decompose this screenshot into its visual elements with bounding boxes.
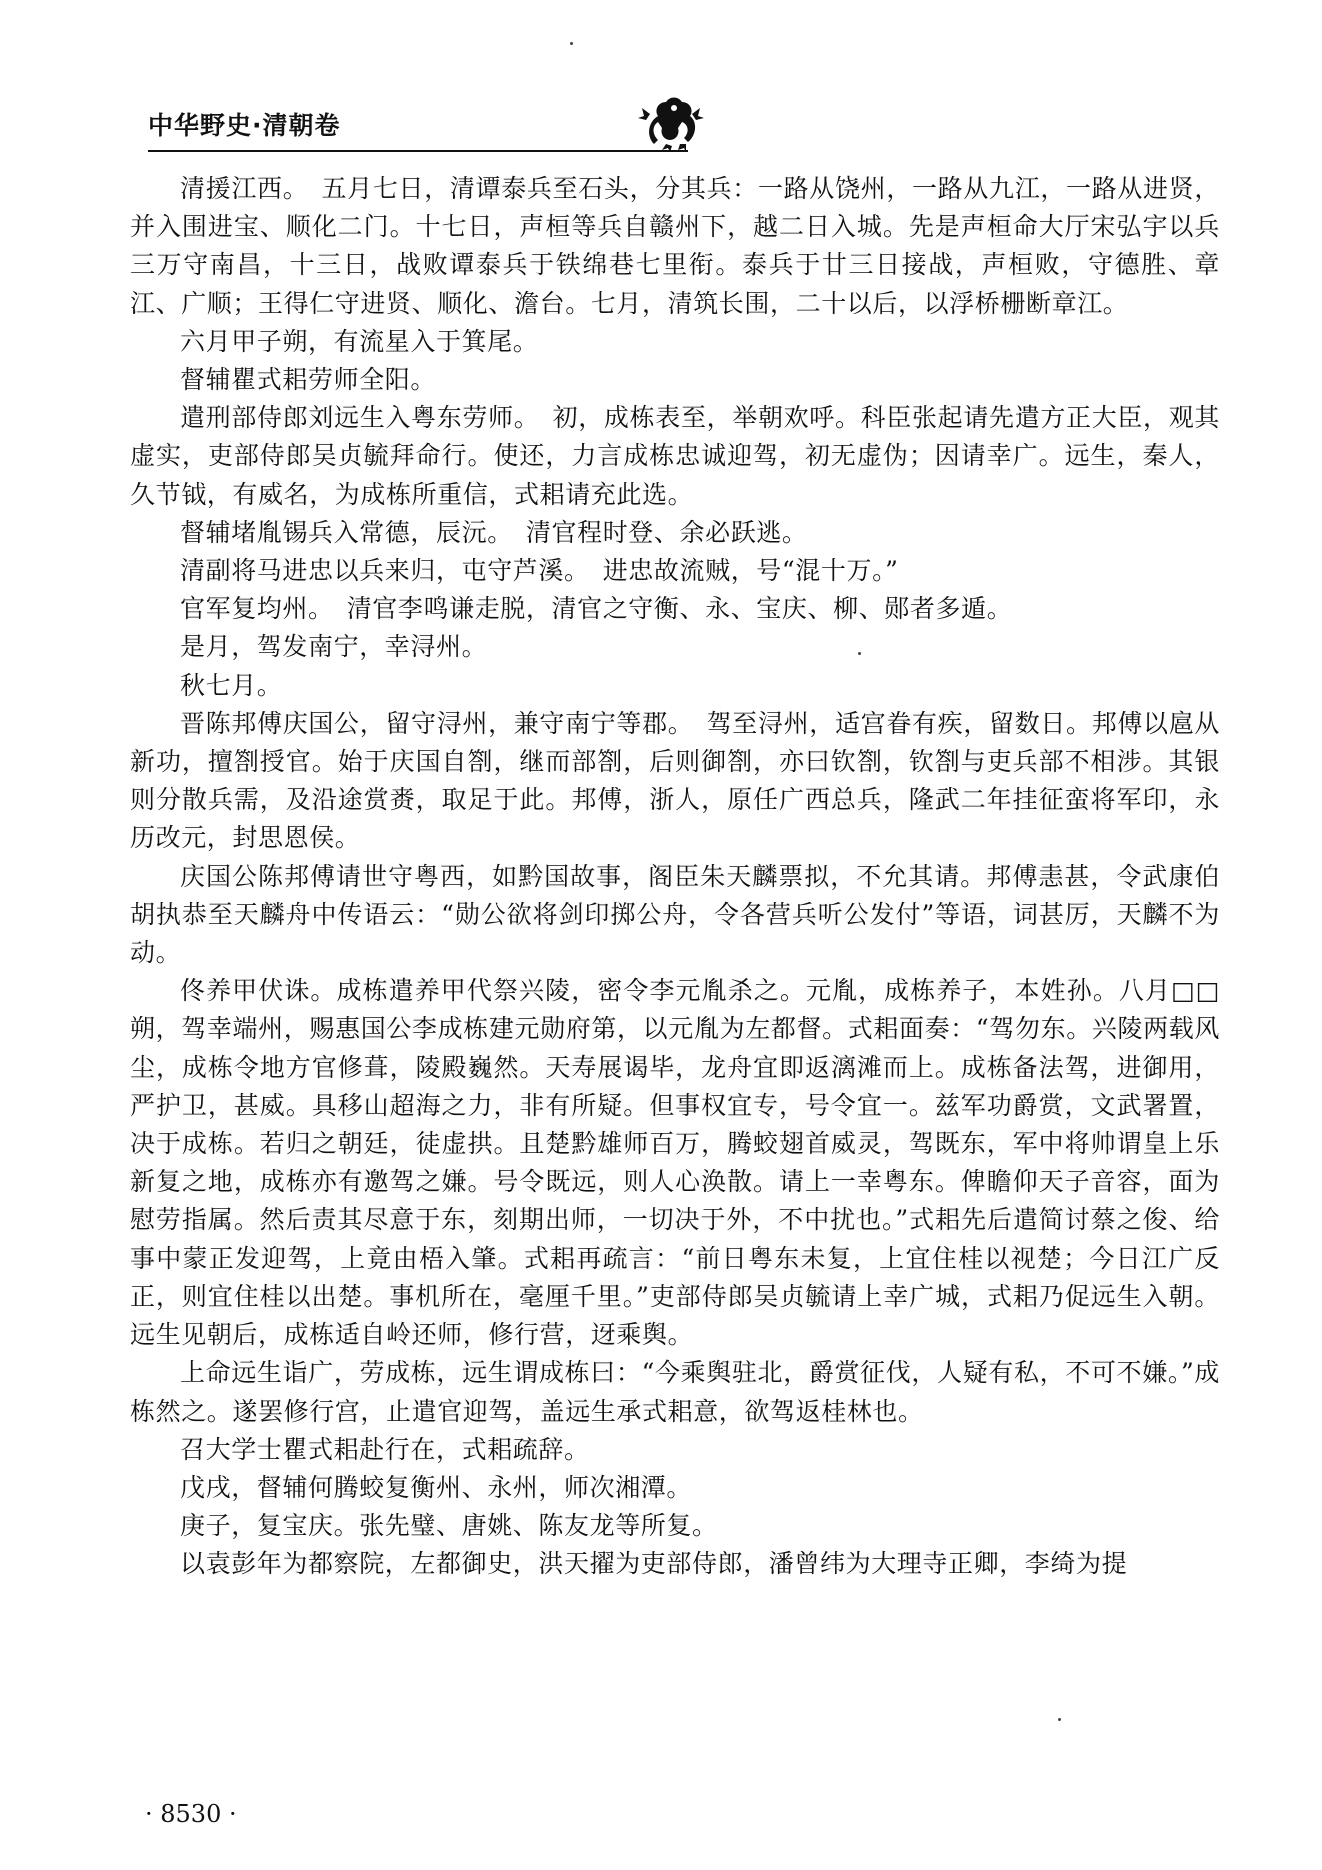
scan-speck	[1058, 1718, 1061, 1721]
paragraph: 戊戌，督辅何腾蛟复衡州、永州，师次湘潭。	[180, 1472, 693, 1502]
paragraph: 庚子，复宝庆。张先璧、唐姚、陈友龙等所复。	[180, 1511, 718, 1541]
paragraph: 遣刑部侍郎刘远生入粤东劳师。 初，成栋表至，举朝欢呼。科臣张起请先遣方正大臣，观其虚实，吏部侍郎吴贞毓拜命行。使还，力言成栋忠诚迎驾，初无虚伪；因请幸广。远生，秦人，久节钺，有威名，为成栋所重信，式耜请充此选。	[130, 403, 1220, 509]
paragraph: 庆国公陈邦傅请世守粤西，如黔国故事，阁臣朱天麟票拟，不允其请。邦傅恚甚，令武康伯胡执恭至天麟舟中传语云：“勋公欲将剑印掷公舟，令各营兵听公发付”等语，词甚厉，天麟不为动。	[130, 861, 1220, 968]
paragraph: 佟养甲伏诛。成栋遣养甲代祭兴陵，密令李元胤杀之。元胤，成栋养子，本姓孙。八月□□朔，驾幸端州，赐惠国公李成栋建元勋府第，以元胤为左都督。式耜面奏：“驾勿东。兴陵两载风尘，成栋令地方官修葺，陵殿巍然。天寿展谒毕，龙舟宜即返漓滩而上。成栋备法驾，进御用，严护卫，甚威。具移山超海之力，非有所疑。但事权宜专，号令宜一。兹军功爵赏，文武署置，决于成栋。若归之朝廷，徒虚拱。且楚黔雄师百万，腾蛟翅首威灵，驾既东，军中将帅谓皇上乐新复之地，成栋亦有邀驾之嫌。号令既远，则人心涣散。请上一幸粤东。俾瞻仰天子音容，面为慰劳指属。然后责其尽意于东，刻期出师，一切决于外，不中扰也。”式耜先后遣简讨蔡之俊、给事中蒙正发迎驾，上竟由梧入肇。式耜再疏言：“前日粤东未复，上宜住桂以视楚；今日江广反正，则宜住桂以出楚。事机所在，毫厘千里。”吏部侍郎吴贞毓请上幸广城，式耜乃促远生入朝。远生见朝后，成栋适自岭还师，修行营，迓乘舆。	[130, 976, 1220, 1350]
paragraph: 秋七月。	[180, 670, 283, 700]
scan-speck	[570, 42, 573, 45]
paragraph: 六月甲子朔，有流星入于箕尾。	[180, 326, 539, 356]
page-number: · 8530 ·	[145, 1800, 237, 1828]
paragraph: 召大学士瞿式耜赴行在，式耜疏辞。	[180, 1434, 590, 1464]
paragraph: 清副将马进忠以兵来归，屯守芦溪。 进忠故流贼，号“混十万。”	[180, 556, 899, 586]
paragraph: 晋陈邦傅庆国公，留守浔州，兼守南宁等郡。 驾至浔州，适宫眷有疾，留数日。邦傅以扈从新功，擅劄授官。始于庆国自劄，继而部劄，后则御劄，亦曰钦劄，钦劄与吏兵部不相涉。其银则分散兵需，及沿途赏赉，取足于此。邦傅，浙人，原任广西总兵，隆武二年挂征蛮将军印，永历改元，封思恩侯。	[130, 708, 1220, 853]
header-rule	[148, 150, 688, 152]
paragraph: 上命远生诣广，劳成栋，远生谓成栋曰：“今乘舆驻北，爵赏征伐，人疑有私，不可不嫌。”成栋然之。遂罢修行宫，止遣官迎驾，盖远生承式耜意，欲驾返桂林也。	[130, 1358, 1220, 1426]
dragon-emblem-icon	[636, 92, 706, 152]
paragraph: 官军复均州。 清官李鸣谦走脱，清官之守衡、永、宝庆、柳、郧者多遁。	[180, 594, 1013, 624]
running-header	[148, 96, 998, 152]
scan-speck	[858, 652, 861, 655]
book-title: 中华野史·清朝卷	[148, 111, 341, 140]
paragraph: 督辅堵胤锡兵入常德，辰沅。 清官程时登、余必跃逃。	[180, 517, 808, 547]
body-text	[130, 170, 1220, 1584]
paragraph: 是月，驾发南宁，幸浔州。	[180, 632, 488, 662]
paragraph: 清援江西。 五月七日，清谭泰兵至石头，分其兵：一路从饶州，一路从九江，一路从进贤，并入围进宝、顺化二门。十七日，声桓等兵自赣州下，越二日入城。先是声桓命大厅宋弘宇以兵三万守南昌，十三日，战败谭泰兵于铁绵巷七里衔。泰兵于廿三日接战，声桓败，守德胜、章江、广顺；王得仁守进贤、顺化、澹台。七月，清筑长围，二十以后，以浮桥栅断章江。	[130, 174, 1220, 318]
paragraph: 督辅瞿式耜劳师全阳。	[180, 365, 437, 395]
paragraph: 以袁彭年为都察院，左都御史，洪天擢为吏部侍郎，潘曾纬为大理寺正卿，李绮为提	[180, 1549, 1128, 1579]
